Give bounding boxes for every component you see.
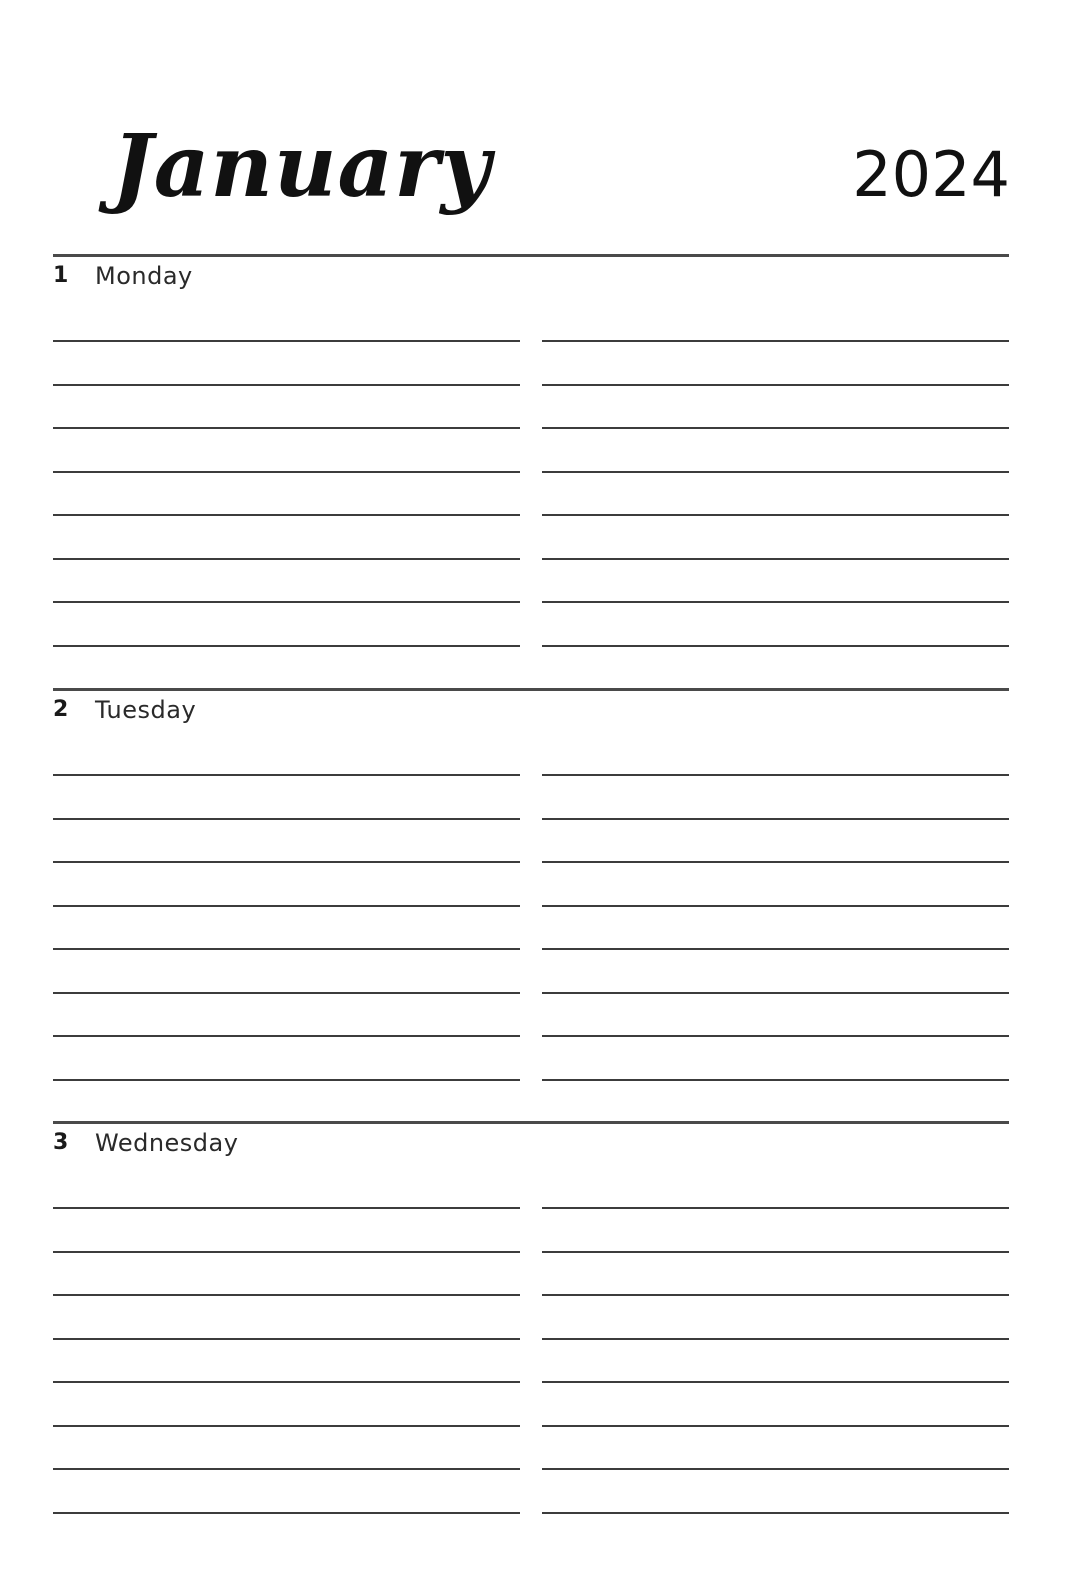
writing-line[interactable] — [542, 514, 1009, 516]
day-number: 2 — [53, 697, 69, 722]
day-divider — [53, 688, 1009, 691]
writing-line[interactable] — [542, 992, 1009, 994]
writing-line[interactable] — [542, 1381, 1009, 1383]
writing-line[interactable] — [53, 1381, 520, 1383]
writing-line[interactable] — [53, 645, 520, 647]
writing-line[interactable] — [53, 1294, 520, 1296]
writing-line[interactable] — [542, 861, 1009, 863]
writing-line[interactable] — [53, 1207, 520, 1209]
writing-line[interactable] — [53, 1338, 520, 1340]
writing-lines-left[interactable] — [53, 774, 520, 1122]
day-section-monday — [53, 254, 1009, 654]
writing-line[interactable] — [53, 948, 520, 950]
writing-line[interactable] — [542, 905, 1009, 907]
writing-line[interactable] — [53, 1425, 520, 1427]
writing-line[interactable] — [53, 992, 520, 994]
writing-line[interactable] — [53, 861, 520, 863]
writing-line[interactable] — [53, 340, 520, 342]
day-number: 1 — [53, 263, 69, 288]
writing-line[interactable] — [542, 558, 1009, 560]
writing-line[interactable] — [53, 427, 520, 429]
writing-line[interactable] — [53, 774, 520, 776]
day-name: Tuesday — [95, 696, 197, 724]
day-section-tuesday — [53, 688, 1009, 1088]
writing-line[interactable] — [53, 818, 520, 820]
writing-line[interactable] — [53, 471, 520, 473]
writing-line[interactable] — [53, 1035, 520, 1037]
writing-line[interactable] — [53, 601, 520, 603]
writing-lines-right[interactable] — [542, 1207, 1009, 1555]
writing-line[interactable] — [53, 1079, 520, 1081]
writing-line[interactable] — [542, 1468, 1009, 1470]
day-number: 3 — [53, 1130, 69, 1155]
writing-line[interactable] — [542, 601, 1009, 603]
writing-lines-right[interactable] — [542, 340, 1009, 688]
day-divider — [53, 1121, 1009, 1124]
writing-line[interactable] — [53, 558, 520, 560]
writing-line[interactable] — [53, 1468, 520, 1470]
year-label: 2024 — [852, 138, 1010, 211]
writing-lines-right[interactable] — [542, 774, 1009, 1122]
writing-lines-left[interactable] — [53, 340, 520, 688]
writing-line[interactable] — [53, 1512, 520, 1514]
writing-line[interactable] — [542, 340, 1009, 342]
writing-line[interactable] — [542, 948, 1009, 950]
writing-line[interactable] — [53, 384, 520, 386]
day-name: Monday — [95, 262, 193, 290]
writing-line[interactable] — [53, 1251, 520, 1253]
writing-line[interactable] — [542, 645, 1009, 647]
writing-line[interactable] — [542, 427, 1009, 429]
writing-line[interactable] — [542, 1251, 1009, 1253]
writing-line[interactable] — [542, 818, 1009, 820]
writing-line[interactable] — [542, 1425, 1009, 1427]
writing-line[interactable] — [542, 1294, 1009, 1296]
day-section-wednesday — [53, 1121, 1009, 1521]
writing-line[interactable] — [542, 1207, 1009, 1209]
writing-line[interactable] — [53, 905, 520, 907]
day-name: Wednesday — [95, 1129, 239, 1157]
writing-line[interactable] — [542, 384, 1009, 386]
writing-line[interactable] — [542, 1079, 1009, 1081]
writing-line[interactable] — [542, 774, 1009, 776]
month-title: January — [112, 116, 492, 217]
writing-line[interactable] — [542, 1512, 1009, 1514]
writing-line[interactable] — [542, 1035, 1009, 1037]
writing-line[interactable] — [542, 1338, 1009, 1340]
writing-line[interactable] — [542, 471, 1009, 473]
writing-lines-left[interactable] — [53, 1207, 520, 1555]
day-divider — [53, 254, 1009, 257]
writing-line[interactable] — [53, 514, 520, 516]
